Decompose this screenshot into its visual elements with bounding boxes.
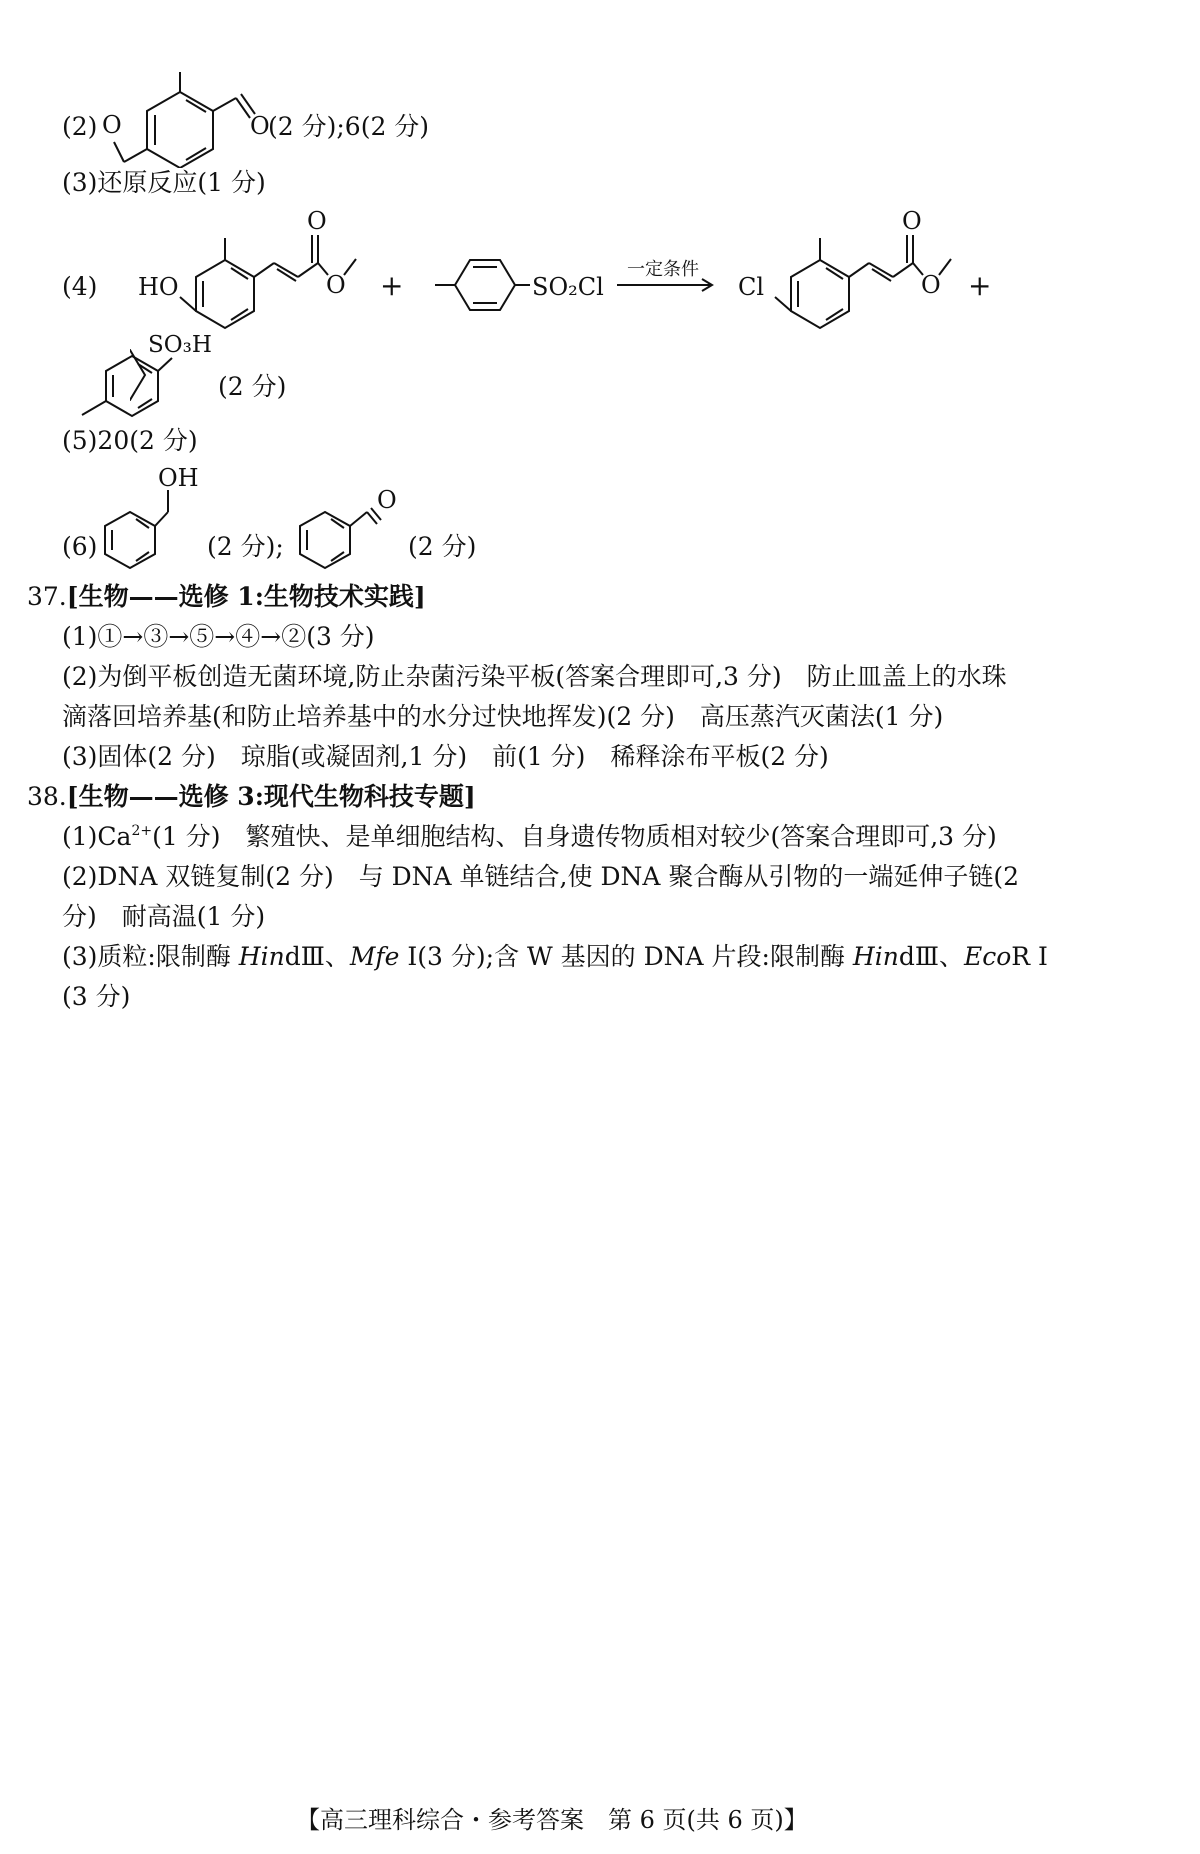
q37-line-2: (2)为倒平板创造无菌环境,防止杂菌污染平板(答案合理即可,3 分) 防止皿盖上的水珠 — [62, 662, 1007, 691]
q37-title: [生物——选修 1:生物技术实践] — [66, 582, 426, 611]
reactant1-ho: HO — [138, 273, 179, 301]
q38-title: [生物——选修 3:现代生物科技专题] — [66, 782, 476, 811]
q38-line-4 — [62, 940, 1048, 974]
benzene-ring — [147, 92, 213, 168]
atom-o-aldehyde: O — [377, 486, 397, 514]
q37-number: 37. — [27, 582, 67, 611]
q36-p6-label: (6) — [62, 532, 98, 561]
q37-line-1: (1)①→③→⑤→④→②(3 分) — [62, 622, 375, 651]
q38-l1-pre: (1)Ca — [62, 822, 132, 851]
benzyl-alcohol-structure — [100, 462, 210, 572]
q37-header — [27, 580, 426, 614]
dialdehyde-structure — [100, 58, 270, 168]
product-o-ester: O — [921, 271, 941, 299]
q38-l1-superscript: 2+ — [131, 823, 153, 839]
q38-l4-b: dⅢ、 — [284, 942, 350, 971]
reaction-equation — [130, 205, 1190, 425]
q38-l4-hind2: Hin — [852, 942, 899, 971]
q36-p3: (3)还原反应(1 分) — [62, 168, 266, 197]
atom-o-left: O — [102, 111, 122, 139]
atom-o-right: O — [250, 112, 270, 140]
q36-p2-score: (2 分);6(2 分) — [268, 112, 430, 141]
q38-line-3: 分) 耐高温(1 分) — [62, 902, 266, 931]
q36-p5: (5)20(2 分) — [62, 426, 198, 455]
q38-l4-mfe: Mfe — [349, 942, 400, 971]
q38-header — [27, 780, 476, 814]
q38-l4-d: dⅢ、 — [898, 942, 964, 971]
q38-l4-a: (3)质粒:限制酶 — [62, 942, 239, 971]
q38-l4-e: R Ⅰ — [1011, 942, 1048, 971]
plus-sign-1: + — [380, 269, 404, 302]
q38-line-2: (2)DNA 双链复制(2 分) 与 DNA 单链结合,使 DNA 聚合酶从引物的一端延伸子链(2 — [62, 862, 1020, 891]
q36-p6-score1: (2 分); — [207, 532, 284, 561]
reaction-condition: 一定条件 — [627, 259, 699, 280]
q36-p4-label: (4) — [62, 272, 98, 301]
q38-l4-c: Ⅰ(3 分);含 W 基因的 DNA 片段:限制酶 — [399, 942, 853, 971]
reactant1-o-ester: O — [326, 271, 346, 299]
q38-l1-post: (1 分) 繁殖快、是单细胞结构、自身遗传物质相对较少(答案合理即可,3 分) — [152, 822, 997, 851]
q38-line-5: (3 分) — [62, 982, 131, 1011]
q38-l4-hind: Hin — [238, 942, 285, 971]
reactant2-sulfonyl-chloride: SO₂Cl — [532, 273, 604, 301]
byproduct-so3h: SO₃H — [148, 332, 212, 358]
q38-line-1 — [62, 820, 997, 854]
q38-number: 38. — [27, 782, 67, 811]
product-cl: Cl — [738, 273, 765, 301]
q36-p2-label: (2) — [62, 112, 98, 141]
q37-line-4: (3)固体(2 分) 琼脂(或凝固剂,1 分) 前(1 分) 稀释涂布平板(2 分) — [62, 742, 829, 771]
page-footer: 【高三理科综合・参考答案 第 6 页(共 6 页)】 — [296, 1806, 808, 1834]
reactant1-o-top: O — [307, 207, 327, 235]
q36-p4-score: (2 分) — [218, 372, 287, 401]
q37-line-3: 滴落回培养基(和防止培养基中的水分过快地挥发)(2 分) 高压蒸汽灭菌法(1 分) — [62, 702, 944, 731]
product-o-top: O — [902, 207, 922, 235]
benzaldehyde-structure — [295, 486, 415, 572]
q36-p6-score2: (2 分) — [408, 532, 477, 561]
q38-l4-eco: Eco — [963, 942, 1012, 971]
plus-sign-2: + — [968, 269, 992, 302]
atom-oh: OH — [158, 464, 199, 492]
